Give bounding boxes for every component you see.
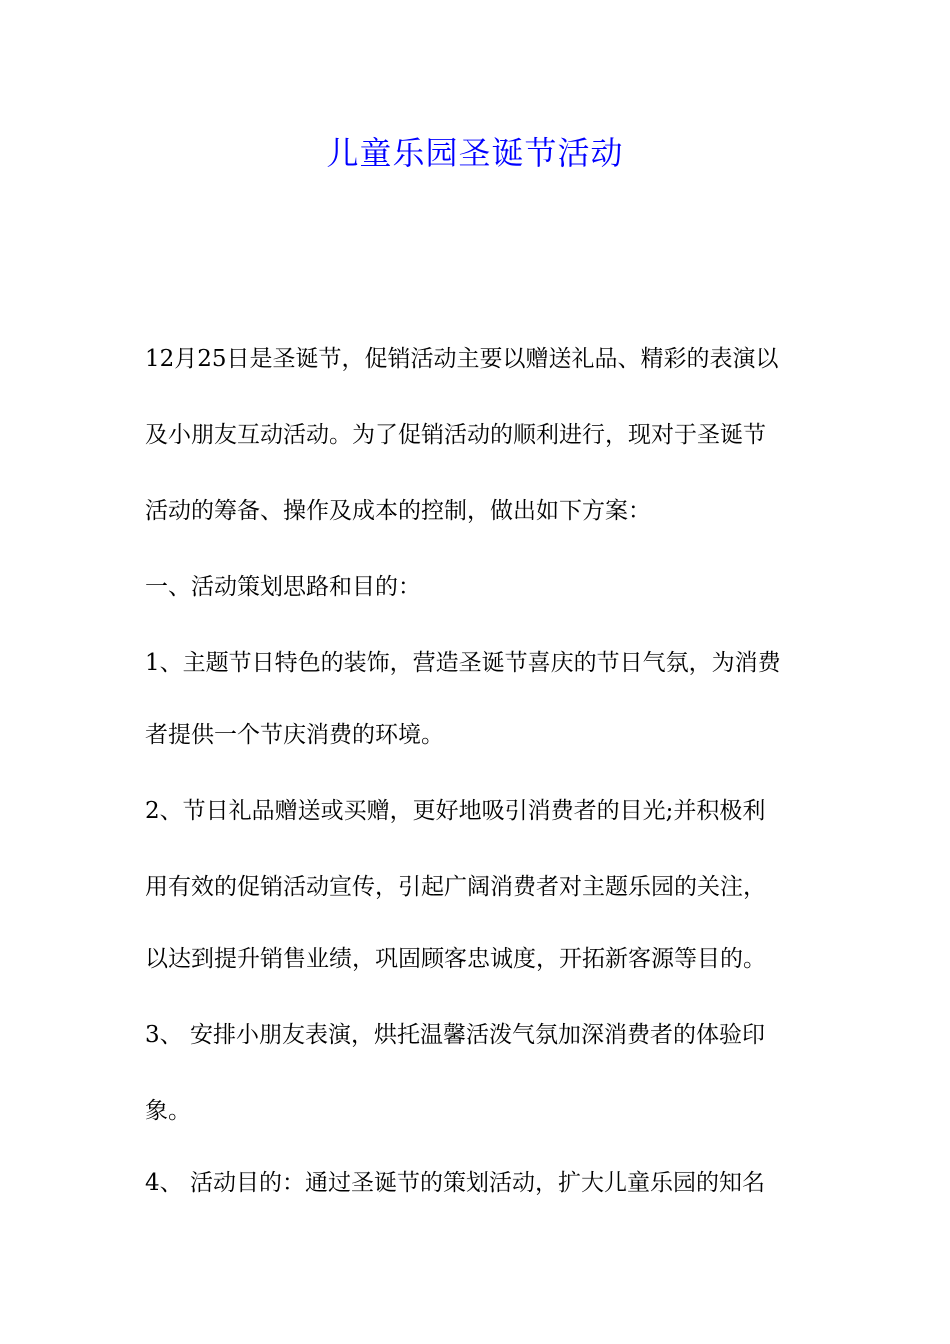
list-item-line: 3、 安排小朋友表演，烘托温馨活泼气氛加深消费者的体验印: [145, 1022, 765, 1048]
paragraph-line: 12月25日是圣诞节，促销活动主要以赠送礼品、精彩的表演以: [145, 346, 779, 372]
list-item-line: 4、 活动目的：通过圣诞节的策划活动，扩大儿童乐园的知名: [145, 1170, 765, 1196]
list-item-line: 以达到提升销售业绩，巩固顾客忠诚度，开拓新客源等目的。: [145, 946, 766, 972]
list-item-line: 象。: [145, 1098, 191, 1124]
section-heading: 一、活动策划思路和目的：: [145, 574, 421, 600]
document-title: 儿童乐园圣诞节活动: [326, 134, 624, 172]
paragraph-line: 活动的筹备、操作及成本的控制，做出如下方案：: [145, 498, 651, 524]
list-item-line: 用有效的促销活动宣传，引起广阔消费者对主题乐园的关注，: [145, 874, 766, 900]
list-item-line: 者提供一个节庆消费的环境。: [145, 722, 444, 748]
list-item-line: 1、主题节日特色的装饰，营造圣诞节喜庆的节日气氛，为消费: [145, 650, 781, 676]
list-item-line: 2、节日礼品赠送或买赠，更好地吸引消费者的目光;并积极利: [145, 798, 766, 824]
paragraph-line: 及小朋友互动活动。为了促销活动的顺利进行，现对于圣诞节: [145, 422, 766, 448]
